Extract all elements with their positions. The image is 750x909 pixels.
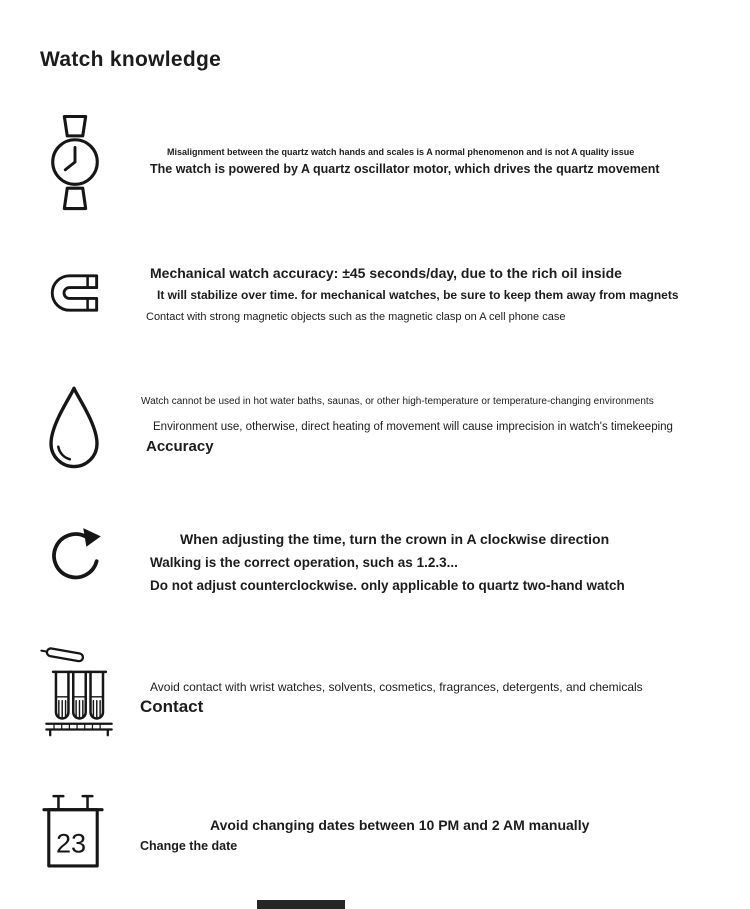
section-subtitle: Contact xyxy=(140,697,204,716)
water-drop-icon xyxy=(40,384,108,476)
text-line: When adjusting the time, turn the crown in A clockwise direction xyxy=(180,531,610,547)
text-line: Avoid contact with wrist watches, solvents, cosmetics, fragrances, detergents, and chemicals xyxy=(150,680,643,694)
section-quartz-movement xyxy=(0,110,750,220)
text-line: Avoid changing dates between 10 PM and 2 AM manually xyxy=(210,817,590,833)
calendar-day: 23 xyxy=(55,827,87,859)
watch-icon xyxy=(44,113,106,213)
bottom-bar xyxy=(257,900,345,909)
test-tubes-icon xyxy=(40,645,118,741)
calendar-icon xyxy=(42,790,104,874)
section-change-date xyxy=(0,782,750,877)
text-line: Do not adjust counterclockwise. only applicable to quartz two-hand watch xyxy=(150,578,625,593)
text-line: Walking is the correct operation, such as 1.2.3... xyxy=(150,555,458,570)
section-chemical-contact xyxy=(0,640,750,745)
magnet-icon xyxy=(42,264,106,322)
text-line: Watch cannot be used in hot water baths, saunas, or other high-temperature or temperature-changing environments xyxy=(141,396,654,407)
clockwise-arrow-icon xyxy=(42,523,108,591)
section-temperature-accuracy xyxy=(0,378,750,478)
text-line: It will stabilize over time. for mechanical watches, be sure to keep them away from magnets xyxy=(157,288,679,302)
section-adjust-time xyxy=(0,515,750,610)
section-subtitle: Accuracy xyxy=(146,438,214,455)
text-line: Change the date xyxy=(140,839,238,853)
text-line: Misalignment between the quartz watch hands and scales is A normal phenomenon and is not A quality issue xyxy=(167,147,635,157)
text-line: Contact with strong magnetic objects such as the magnetic clasp on A cell phone case xyxy=(146,311,566,323)
text-line: Environment use, otherwise, direct heating of movement will cause imprecision in watch's timekeeping xyxy=(153,421,673,433)
section-magnetism xyxy=(0,256,750,341)
text-line: Mechanical watch accuracy: ±45 seconds/day, due to the rich oil inside xyxy=(150,265,622,281)
text-line: The watch is powered by A quartz oscillator motor, which drives the quartz movement xyxy=(150,162,660,176)
page-title: Watch knowledge xyxy=(40,48,222,72)
